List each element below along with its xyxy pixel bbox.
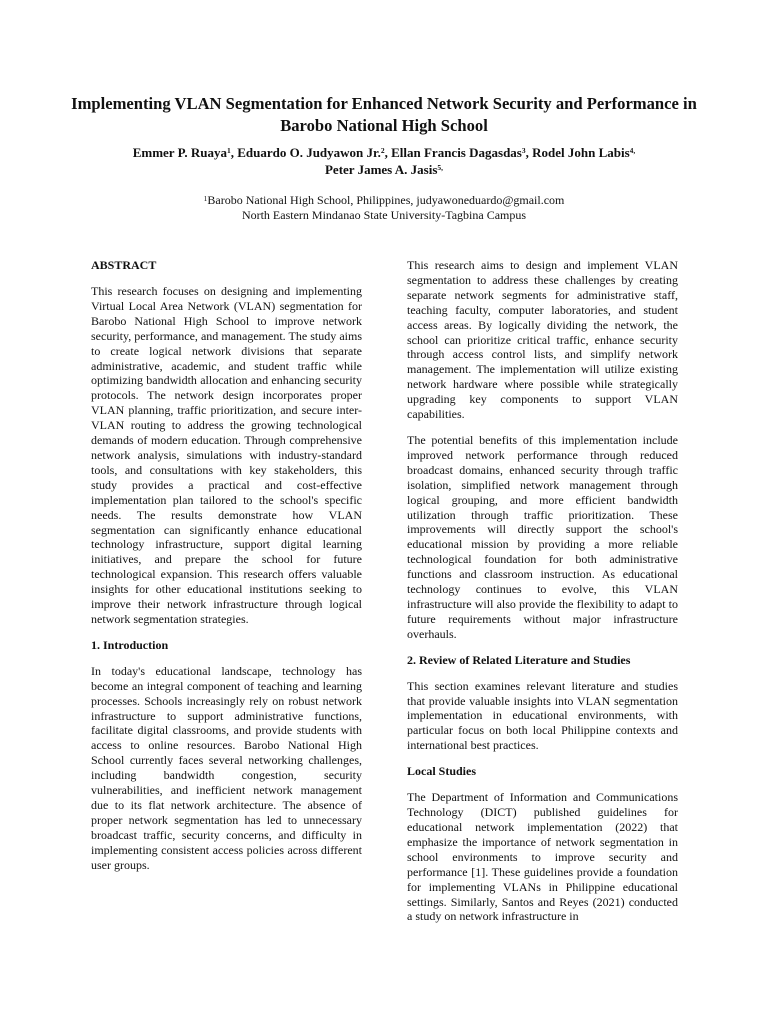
author-list xyxy=(60,145,708,178)
local-studies-heading: Local Studies xyxy=(407,764,477,779)
paper-title: Implementing VLAN Segmentation for Enhanced Network Security and Performance in Barobo National High School xyxy=(71,94,697,135)
author: Ellan Francis Dagasdas$^3$, xyxy=(391,145,533,160)
affiliation-line-2: North Eastern Mindanao State University-Tagbina Campus xyxy=(241,208,527,222)
right-column xyxy=(407,258,678,935)
review-heading: 2. Review of Related Literature and Studies xyxy=(407,652,631,667)
introduction-text: In today's educational landscape, technology has become an integral component of teaching and learning processes. Schools increasingly rely on robust network infrastructure to support administrative functions, facilitate digital classrooms, and provide students with access to online resources. Barobo National High School currently faces several networking challenges, including bandwidth congestion, security vulnerabilities, and inefficient network management due to its flat network architecture. The absence of proper network segmentation has led to unnecessary broadcast traffic, security concerns, and difficulty in implementing consistent access policies across different user groups. xyxy=(91,663,362,872)
abstract-text: This research focuses on designing and implementing Virtual Local Area Network (VLAN) segmentation for Barobo National High School to improve network security, performance, and management. The study aims to create logical network divisions that separate administrative, academic, and student traffic while optimizing bandwidth allocation and enhancing security protocols. The network design incorporates proper VLAN planning, traffic prioritization, and secure inter-VLAN routing to address the growing technological demands of modern education. Through comprehensive network analysis, simulations with industry-standard tools, and consultations with key stakeholders, this study provides a practical and cost-effective implementation plan tailored to the school's specific needs. The results demonstrate how VLAN segmentation can significantly enhance educational technology infrastructure, support digital learning initiatives, and prepare the school for future technological expansion. This research offers valuable insights for other educational institutions seeking to improve their network infrastructure through logical network segmentation strategies. xyxy=(91,284,362,626)
paragraph: This research aims to design and implement VLAN segmentation to address these challenges by creating separate network segments for administrative staff, teaching faculty, computer laboratories, and student access areas. By logically dividing the network, the school can prioritize critical traffic, enhance security through access control lists, and simplify network management. The implementation will utilize existing network hardware where possible while strategically upgrading key components to support VLAN capabilities. xyxy=(407,258,678,422)
paragraph: The potential benefits of this implementation include improved network performance through reduced broadcast domains, enhanced security through traffic isolation, simplified network management through logical grouping, and more efficient bandwidth utilization through traffic prioritization. These improvements will directly support the school's educational mission by providing a more reliable technological foundation for both administrative functions and classroom instruction. As educational technology continues to evolve, this VLAN infrastructure will also provide the flexibility to adapt to future requirements without major infrastructure overhauls. xyxy=(407,432,678,641)
author: Rodel John Labis$^{4,}$ xyxy=(532,145,636,160)
left-column xyxy=(91,258,362,884)
author: Eduardo O. Judyawon Jr.$^2$, xyxy=(237,145,392,160)
review-text: This section examines relevant literature and studies that provide valuable insights into VLAN segmentation implementation in educational environments, with particular focus on both local Philippine contexts and international best practices. xyxy=(407,678,678,753)
local-studies-text: The Department of Information and Communications Technology (DICT) published guidelines for educational network implementation (2022) that emphasize the importance of network segmentation in school environments to improve security and performance [1]. These guidelines provide a foundation for implementing VLANs in Philippine educational settings. Similarly, Santos and Reyes (2021) conducted a study on network infrastructure in xyxy=(407,790,678,924)
affiliation-line-1: $^1$Barobo National High School, Philippines, judyawoneduardo@gmail.com xyxy=(203,193,565,207)
affiliation xyxy=(60,193,708,223)
author: Emmer P. Ruaya$^1$, xyxy=(132,145,238,160)
author: Peter James A. Jasis$^{5,}$ xyxy=(324,161,444,177)
introduction-heading: 1. Introduction xyxy=(91,637,169,652)
abstract-heading: ABSTRACT xyxy=(91,258,157,272)
